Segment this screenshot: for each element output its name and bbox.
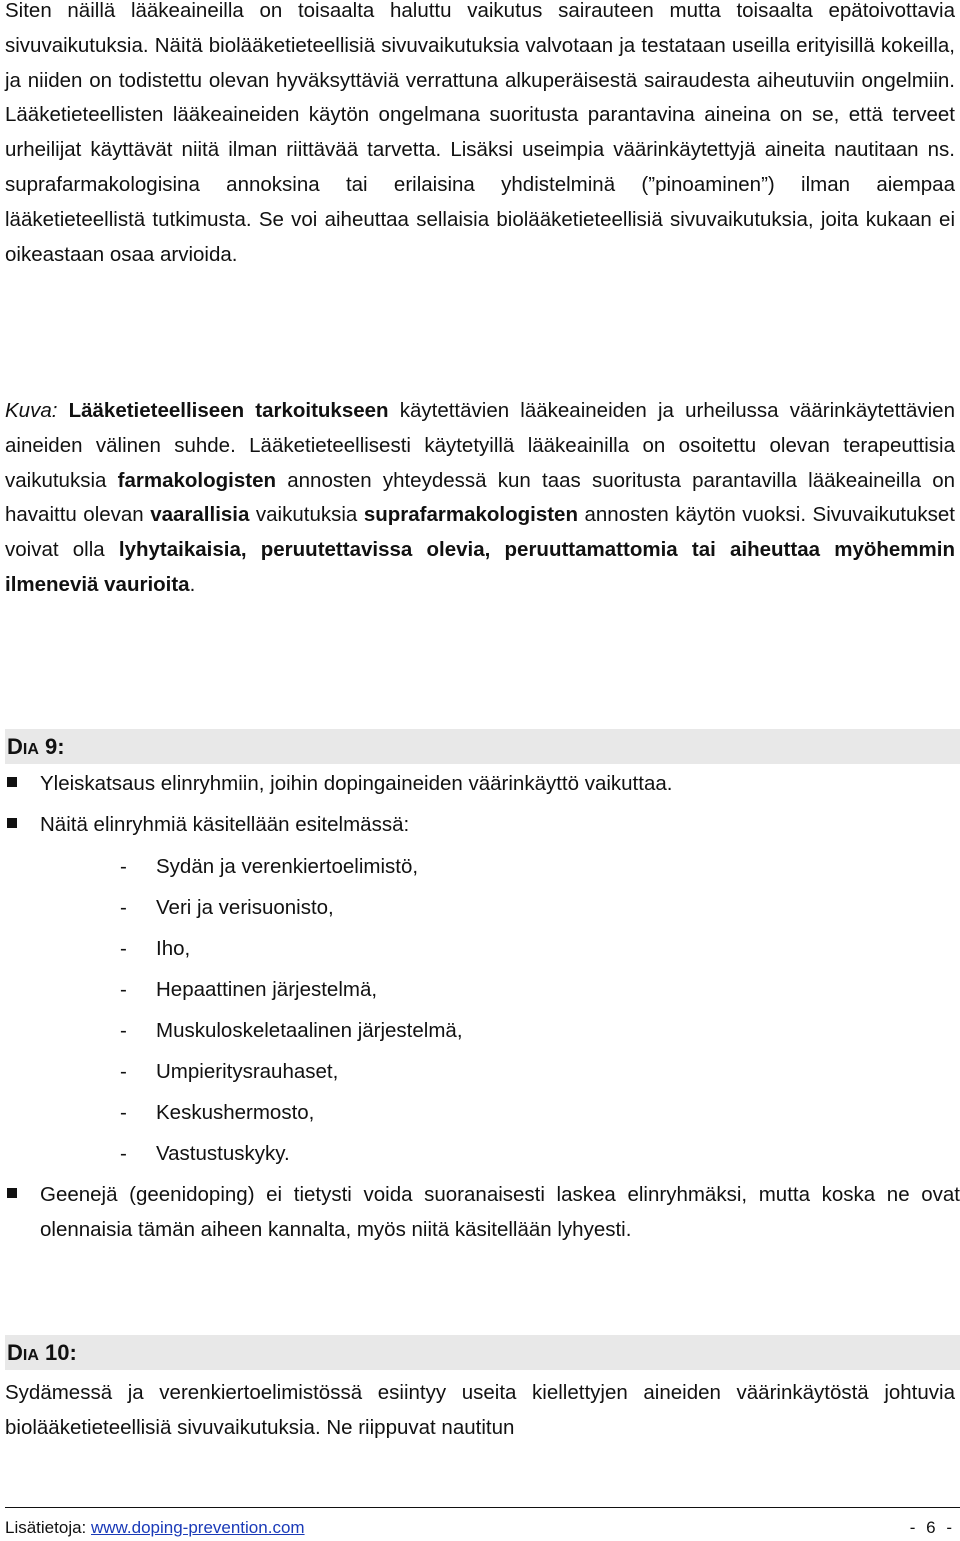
dash-marker: -	[120, 1142, 127, 1165]
organ-group-list	[120, 850, 463, 1178]
square-bullet-icon	[7, 1188, 17, 1198]
intro-paragraph	[5, 0, 955, 272]
dia-9-bullet-list	[5, 1178, 960, 1248]
footer-label: Lisätietoja:	[5, 1518, 91, 1537]
list-item	[5, 808, 960, 843]
list-item-text: Yleiskatsaus elinryhmiin, joihin dopingaineiden väärinkäyttö vaikuttaa.	[40, 772, 673, 795]
organ-list-item	[120, 932, 463, 973]
heading-initial: D	[7, 734, 23, 759]
heading-number: 10:	[38, 1340, 77, 1365]
list-item	[5, 1178, 960, 1248]
figure-text: Lääketieteellisesti käytetyillä lääkeainilla on osoitettu olevan terapeuttisia vaikutuksia	[5, 433, 955, 492]
dash-marker: -	[120, 978, 127, 1001]
intro-sentence: Se voi aiheuttaa sellaisia biolääketieteellisiä sivuvaikutuksia, joita kukaan ei oikeastaan osaa arvioida.	[5, 207, 956, 266]
figure-emphasis: farmakologisten	[117, 468, 277, 492]
figure-title-rest: käytettävien lääkeaineiden ja urheilussa väärinkäytettävien aineiden välinen suhde.	[5, 399, 955, 457]
organ-list-item	[120, 1014, 463, 1055]
dash-marker: -	[120, 1019, 127, 1042]
organ-label: Hepaattinen järjestelmä,	[156, 978, 378, 1001]
figure-label: Kuva:	[5, 399, 58, 422]
figure-text: annosten käytön vuoksi.	[584, 503, 807, 527]
figure-emphasis: suprafarmakologisten	[363, 503, 578, 527]
organ-list-item	[120, 850, 463, 891]
organ-label: Veri ja verisuonisto,	[156, 896, 334, 919]
organ-label: Muskuloskeletaalinen järjestelmä,	[156, 1019, 463, 1042]
dash-marker: -	[120, 855, 127, 878]
footer-link[interactable]: www.doping-prevention.com	[91, 1518, 305, 1537]
organ-label: Iho,	[156, 937, 191, 960]
dash-marker: -	[120, 1101, 127, 1124]
dia-9-bullet-list	[5, 808, 960, 843]
list-item-text: Näitä elinryhmiä käsitellään esitelmässä:	[40, 813, 410, 836]
organ-label: Umpieritysrauhaset,	[156, 1060, 339, 1083]
heading-smallcaps: IA	[22, 1347, 39, 1364]
figure-caption-paragraph	[5, 394, 955, 603]
figure-emphasis: lyhytaikaisia, peruutettavissa olevia, peruuttamattomia tai aiheuttaa myöhemmin ilmeneviä vaurioita	[5, 538, 955, 596]
intro-sentence: Siten näillä lääkeaineilla on toisaalta haluttu vaikutus sairauteen mutta toisaalta epätoivottavia sivuvaikutuksia.	[5, 0, 955, 57]
organ-list-item	[120, 973, 463, 1014]
dia-9-bullet-list	[5, 767, 960, 802]
organ-list-item	[120, 891, 463, 932]
square-bullet-icon	[7, 818, 17, 828]
dash-marker: -	[120, 896, 127, 919]
footer-info	[5, 1517, 305, 1539]
page-number: - 6 -	[909, 1518, 955, 1537]
intro-sentence: Näitä biolääketieteellisiä sivuvaikutuksia valvotaan ja testataan useilla erityisillä kokeilla, ja niiden on todistettu olevan hyväksyttäviä verrattuna alkuperäisestä sairaudesta aiheutuviin ongelmiin.	[5, 33, 955, 92]
dia-9-heading	[5, 729, 960, 764]
dash-marker: -	[120, 937, 127, 960]
dia-10-paragraph: Sydämessä ja verenkiertoelimistössä esiintyy useita kiellettyjen aineiden väärinkäytöstä johtuvia biolääketieteellisiä sivuvaikutuksia. Ne riippuvat nautitun	[5, 1381, 955, 1439]
dash-marker: -	[120, 1060, 127, 1083]
footer-divider	[5, 1507, 960, 1508]
figure-text: .	[189, 572, 196, 596]
figure-text: vaikutuksia	[255, 503, 358, 527]
figure-text: Sivuvaikutukset voivat olla	[5, 503, 955, 562]
intro-sentence: Lisäksi useimpia väärinkäytettyjä aineita nautitaan ns.	[450, 138, 955, 162]
intro-sentence: suprafarmakologisina annoksina tai erilaisina yhdistelminä (”pinoaminen”) ilman aiempaa lääketieteellistä tutkimusta.	[5, 172, 955, 231]
organ-label: Vastustuskyky.	[156, 1142, 290, 1165]
figure-text: annosten yhteydessä kun taas suoritusta parantavilla lääkeaineilla on havaittu olevan	[5, 468, 956, 527]
organ-list-item	[120, 1055, 463, 1096]
list-item	[5, 767, 960, 802]
dia-10-heading	[5, 1335, 960, 1370]
heading-initial: D	[7, 1340, 23, 1365]
square-bullet-icon	[7, 777, 17, 787]
organ-list-item	[120, 1096, 463, 1137]
figure-title-bold: Lääketieteelliseen tarkoitukseen	[68, 399, 389, 422]
heading-smallcaps: IA	[22, 741, 39, 758]
intro-sentence: Lääketieteellisten lääkeaineiden käytön ongelmana suoritusta parantavina aineina on se, että terveet urheilijat käyttävät niitä ilman riittävää tarvetta.	[5, 103, 955, 162]
heading-number: 9:	[38, 734, 65, 759]
figure-emphasis: vaarallisia	[150, 503, 250, 527]
organ-label: Sydän ja verenkiertoelimistö,	[156, 855, 419, 878]
organ-label: Keskushermosto,	[156, 1101, 315, 1124]
list-item-text: Geenejä (geenidoping) ei tietysti voida suoranaisesti laskea elinryhmäksi, mutta koska ne ovat olennaisia tämän aiheen kannalta, myös niitä käsitellään lyhyesti.	[40, 1183, 960, 1241]
organ-list-item	[120, 1137, 463, 1178]
